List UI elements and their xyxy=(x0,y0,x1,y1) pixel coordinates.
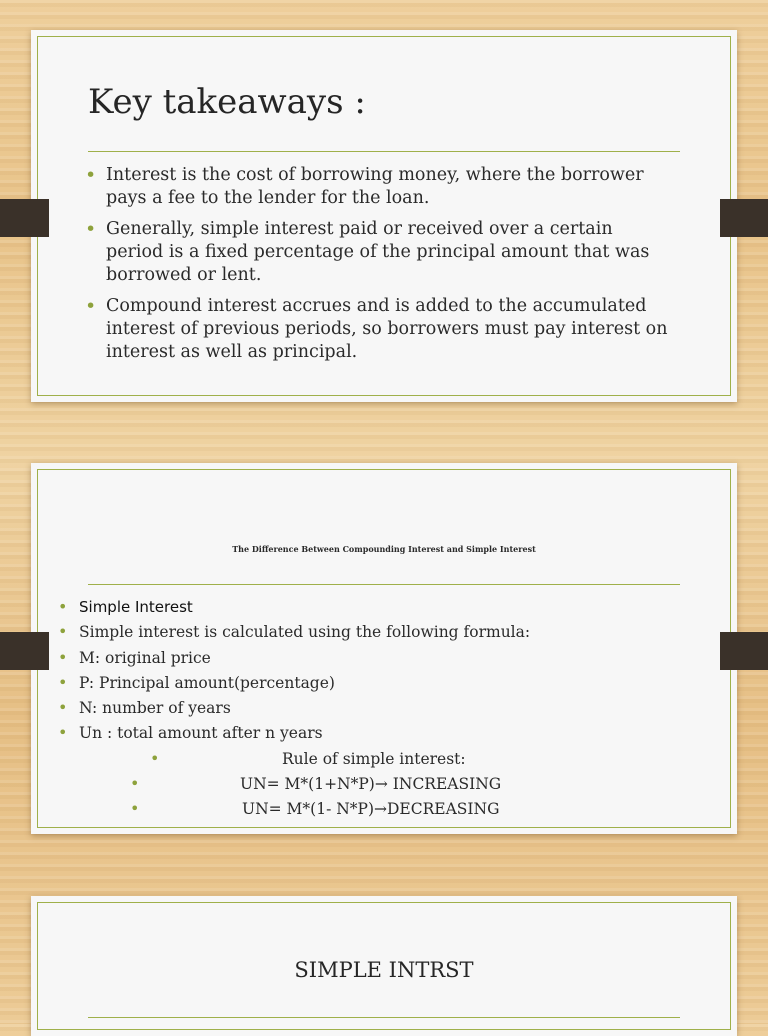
slide-tab-left xyxy=(0,199,49,237)
bullet-item: • Compound interest accrues and is added to the accumulated interest of previous periods, so borrowers must pay interest on interest as well as principal. xyxy=(85,295,668,362)
bullet-dot-icon: • xyxy=(85,164,97,186)
slide-simple-interest xyxy=(31,896,737,1036)
slide-tab-left xyxy=(0,632,49,670)
bullet-item: • Generally, simple interest paid or received over a certain period is a fixed percentage of the principal amount that was borrowed or lent. xyxy=(85,218,650,285)
bullet-dot-icon: • xyxy=(58,698,68,718)
bullet-item: • M: original price xyxy=(58,647,211,667)
title-divider xyxy=(88,151,680,152)
sub-bullet-item: • UN= M*(1- N*P)→DECREASING xyxy=(130,799,500,819)
slide-title: SIMPLE INTRST xyxy=(294,958,474,982)
bullet-list xyxy=(85,164,675,372)
slide-tab-right xyxy=(720,632,768,670)
title-divider xyxy=(88,584,680,585)
bullet-dot-icon: • xyxy=(85,218,97,240)
bullet-dot-icon: • xyxy=(58,622,68,642)
bullet-dot-icon: • xyxy=(130,799,140,819)
sub-bullet-item: • UN= M*(1+N*P)→ INCREASING xyxy=(130,774,502,794)
bullet-dot-icon: • xyxy=(58,647,68,667)
slide-key-takeaways xyxy=(31,30,737,402)
slide-title: Key takeaways : xyxy=(88,82,366,122)
slide-difference xyxy=(31,463,737,834)
bullet-dot-icon: • xyxy=(130,774,140,794)
bullet-item: • Simple Interest xyxy=(58,597,193,616)
bullet-item: • Simple interest is calculated using the following formula: xyxy=(58,622,531,642)
bullet-item: • N: number of years xyxy=(58,698,231,718)
slide-title: The Difference Between Compounding Interest and Simple Interest xyxy=(232,544,536,554)
slide-tab-right xyxy=(720,199,768,237)
bullet-item: • Interest is the cost of borrowing money, where the borrower pays a fee to the lender for the loan. xyxy=(85,164,644,208)
bullet-dot-icon: • xyxy=(150,748,160,768)
bullet-list xyxy=(58,597,718,825)
bullet-item: • P: Principal amount(percentage) xyxy=(58,672,335,692)
bullet-item: • Un : total amount after n years xyxy=(58,723,323,743)
sub-bullet-item: • Rule of simple interest: xyxy=(150,748,466,768)
bullet-dot-icon: • xyxy=(58,597,68,616)
bullet-dot-icon: • xyxy=(58,672,68,692)
title-divider xyxy=(88,1017,680,1018)
bullet-dot-icon: • xyxy=(85,295,97,317)
bullet-dot-icon: • xyxy=(58,723,68,743)
